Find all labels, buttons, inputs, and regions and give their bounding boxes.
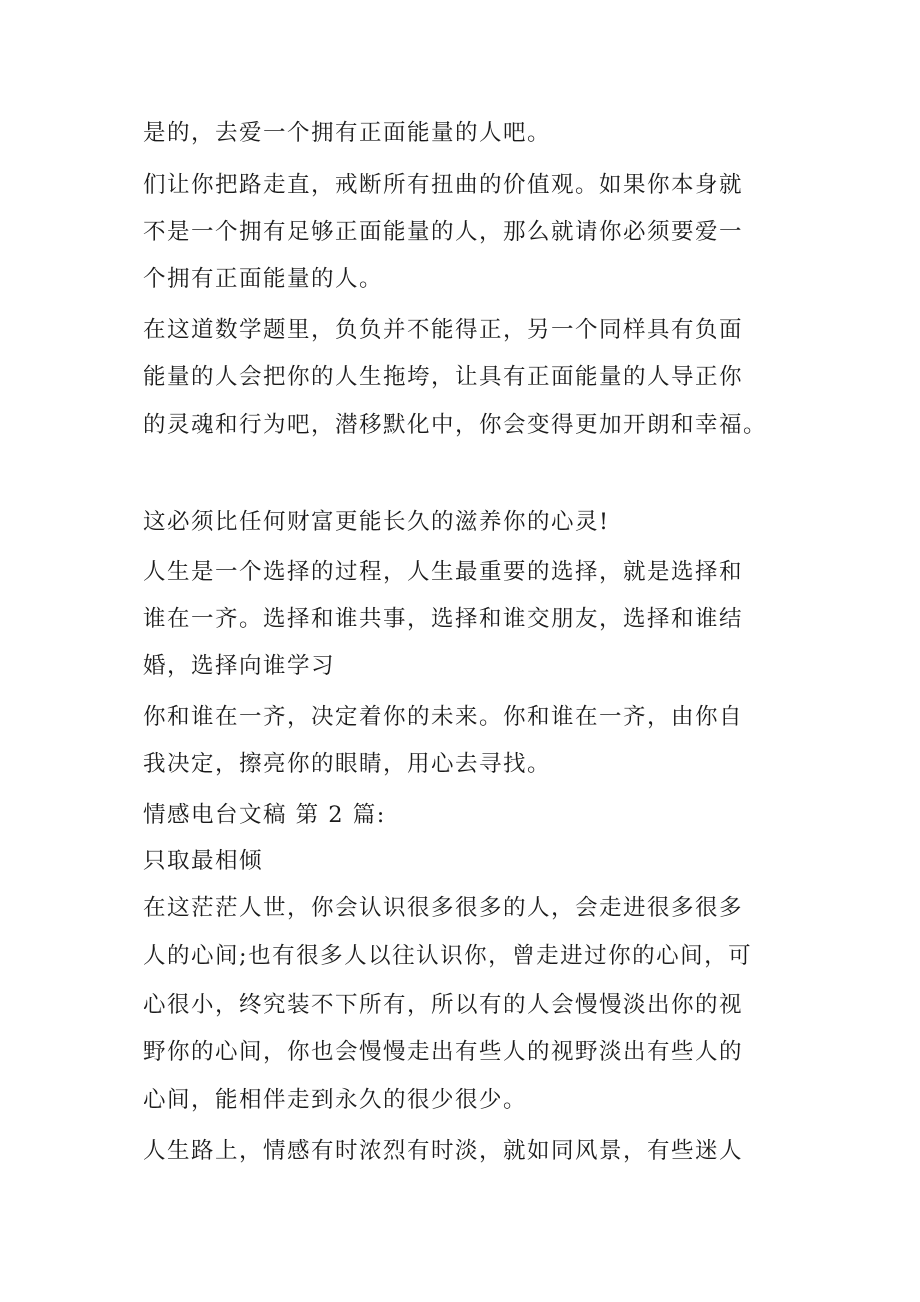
section-title: 只取最相倾 xyxy=(143,848,264,874)
text-line: 人生是一个选择的过程，人生最重要的选择，就是选择和 xyxy=(143,559,744,585)
text-line: 这必须比任何财富更能长久的滋养你的心灵! xyxy=(143,509,610,535)
section-heading: 情感电台文稿 第 2 篇: xyxy=(143,802,386,828)
text-line: 野你的心间，你也会慢慢走出有些人的视野淡出有些人的 xyxy=(143,1039,744,1065)
text-line: 个拥有正面能量的人。 xyxy=(143,266,384,292)
text-line: 婚，选择向谁学习 xyxy=(143,653,336,679)
text-line: 是的，去爱一个拥有正面能量的人吧。 xyxy=(143,120,552,146)
text-line: 的灵魂和行为吧，潜移默化中，你会变得更加开朗和幸福。 xyxy=(143,412,768,438)
text-line: 们让你把路走直，戒断所有扭曲的价值观。如果你本身就 xyxy=(143,172,744,198)
text-line: 人生路上，情感有时浓烈有时淡，就如同风景，有些迷人 xyxy=(143,1138,744,1164)
text-line: 谁在一齐。选择和谁共事，选择和谁交朋友，选择和谁结 xyxy=(143,606,744,632)
text-line: 能量的人会把你的人生拖垮，让具有正面能量的人导正你 xyxy=(143,364,744,390)
text-line: 你和谁在一齐，决定着你的未来。你和谁在一齐，由你自 xyxy=(143,704,744,730)
text-line: 心很小，终究装不下所有，所以有的人会慢慢淡出你的视 xyxy=(143,992,744,1018)
text-line: 不是一个拥有足够正面能量的人，那么就请你必须要爱一 xyxy=(143,219,744,245)
text-line: 在这茫茫人世，你会认识很多很多的人，会走进很多很多 xyxy=(143,895,744,921)
text-line: 我决定，擦亮你的眼睛，用心去寻找。 xyxy=(143,751,552,777)
text-line: 人的心间;也有很多人以往认识你，曾走进过你的心间，可 xyxy=(143,943,753,969)
text-line: 心间，能相伴走到永久的很少很少。 xyxy=(143,1087,528,1113)
text-line: 在这道数学题里，负负并不能得正，另一个同样具有负面 xyxy=(143,317,744,343)
